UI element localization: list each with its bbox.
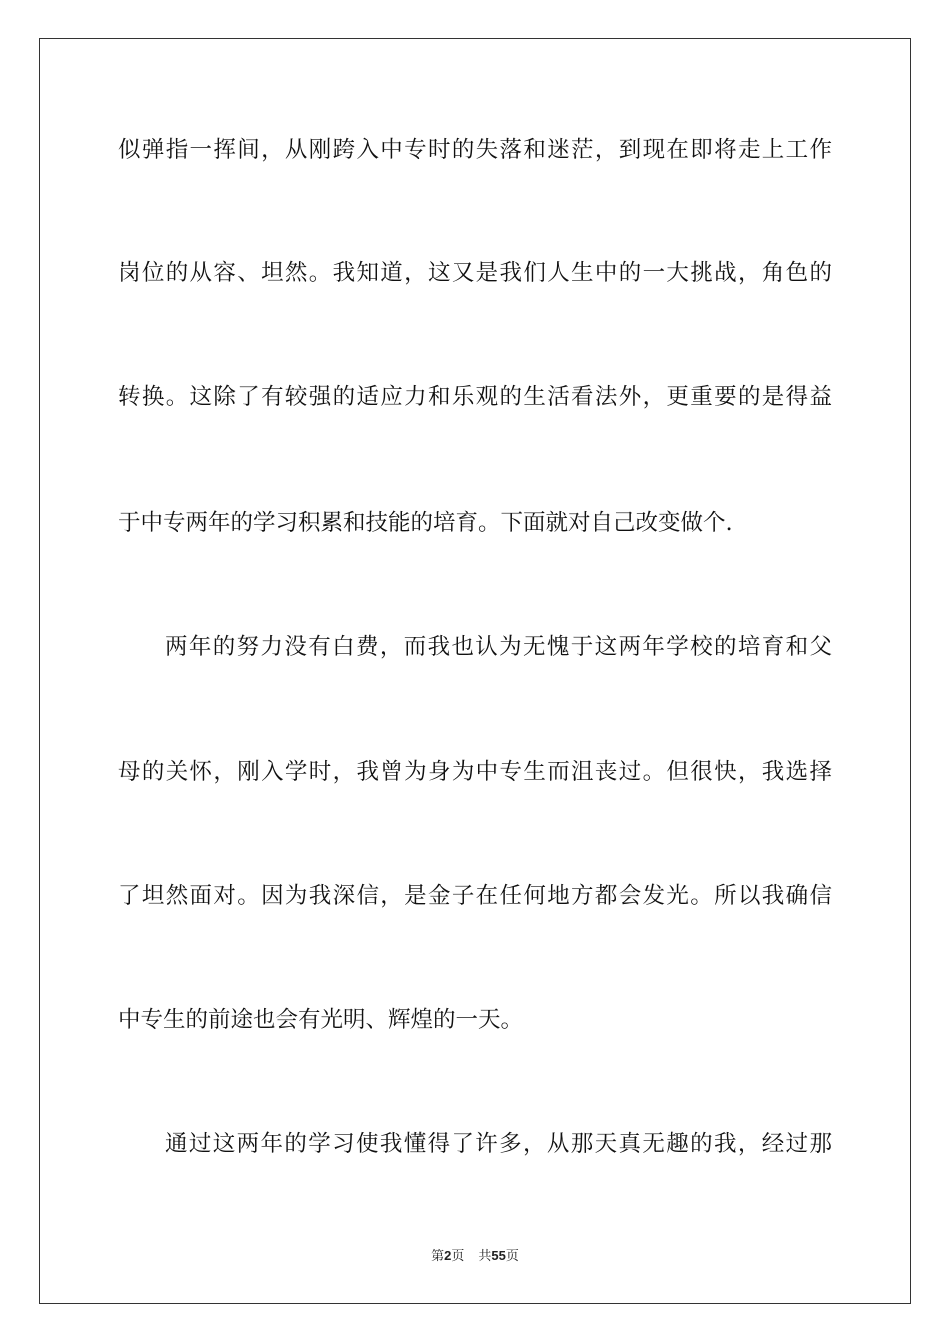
paragraph-3-line-1: 通过这两年的学习使我懂得了许多，从那天真无趣的我，经过那 [165, 1131, 832, 1157]
page-footer [0, 1247, 950, 1266]
paragraph-1-line-3: 转换。这除了有较强的适应力和乐观的生活看法外，更重要的是得益 [118, 384, 832, 410]
paragraph-2-line-4: 中专生的前途也会有光明、辉煌的一天。 [118, 1007, 524, 1033]
total-suffix: 页 [505, 1249, 519, 1264]
paragraph-2-line-1: 两年的努力没有白费，而我也认为无愧于这两年学校的培育和父 [165, 634, 832, 660]
paragraph-1-line-1: 似弹指一挥间，从刚跨入中专时的失落和迷茫，到现在即将走上工作 [118, 137, 832, 163]
paragraph-2-line-3: 了坦然面对。因为我深信，是金子在任何地方都会发光。所以我确信 [118, 883, 832, 909]
page-border [39, 38, 911, 1304]
page-prefix: 第 [431, 1249, 445, 1264]
paragraph-2-line-2: 母的关怀，刚入学时，我曾为身为中专生而沮丧过。但很快，我选择 [118, 759, 832, 785]
total-pages: 55 [491, 1248, 506, 1263]
page-suffix: 页 [451, 1249, 465, 1264]
paragraph-1-line-4: 于中专两年的学习积累和技能的培育。下面就对自己改变做个. [118, 510, 733, 536]
total-prefix: 共 [478, 1249, 492, 1264]
page-number: 2 [444, 1248, 452, 1263]
paragraph-1-line-2: 岗位的从容、坦然。我知道，这又是我们人生中的一大挑战，角色的 [118, 260, 832, 286]
